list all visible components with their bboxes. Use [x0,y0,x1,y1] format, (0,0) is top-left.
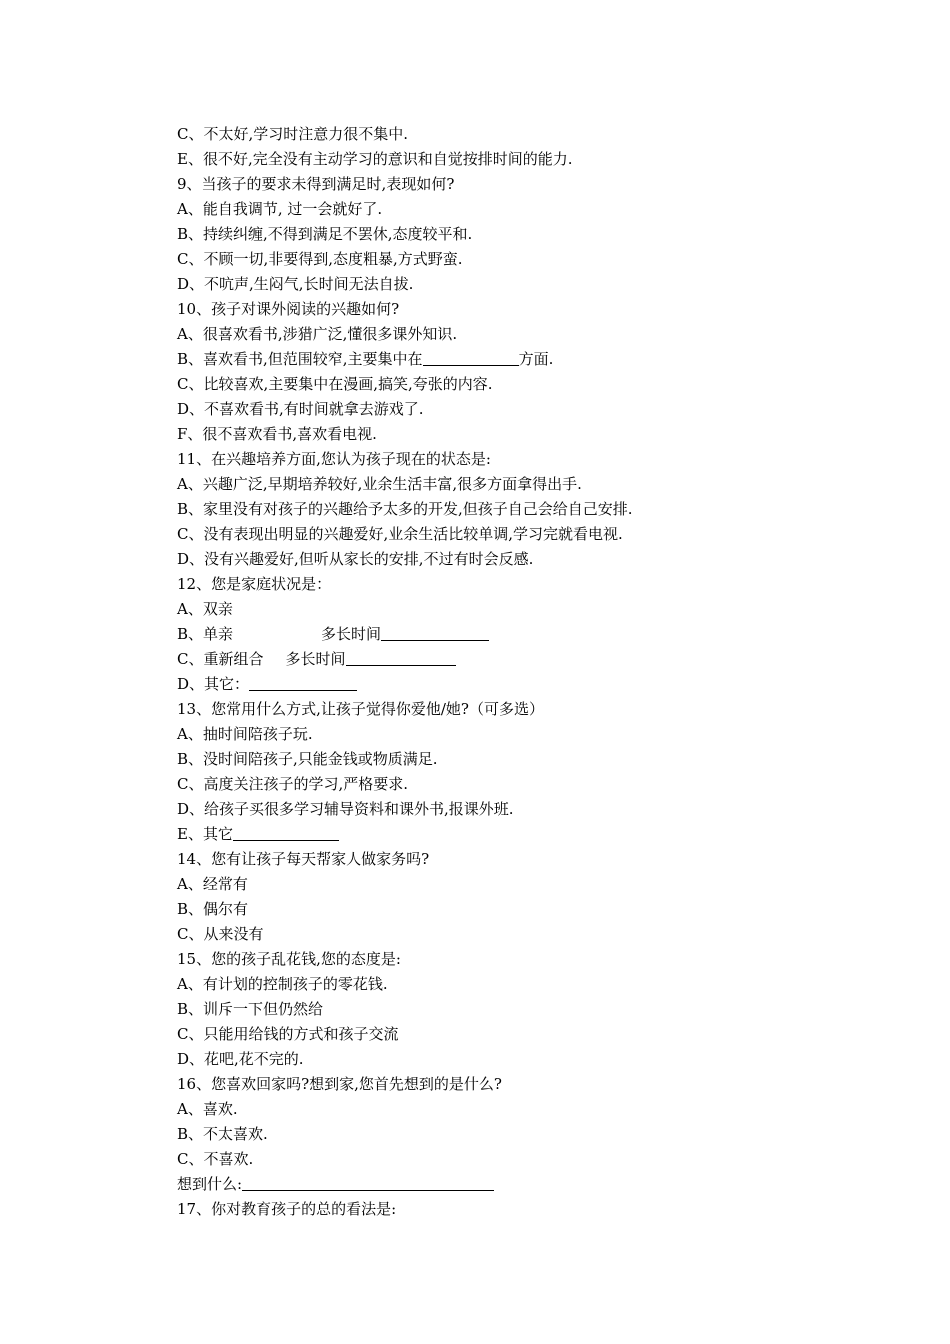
q13-other-blank[interactable] [233,824,339,841]
question-12: 12、您是家庭状况是： [177,575,332,593]
question-13: 13、您常用什么方式,让孩子觉得你爱他/她?（可多选） [177,700,544,718]
q16-thought-label: 想到什么: [177,1175,243,1193]
question-10: 10、孩子对课外阅读的兴趣如何? [177,300,400,318]
q14-option-c: C、从来没有 [177,925,264,943]
q11-option-d: D、没有兴趣爱好,但听从家长的安排,不过有时会反感. [177,550,534,568]
q12-reconstituted-duration-blank[interactable] [346,649,456,666]
q10-option-f: F、很不喜欢看书,喜欢看电视. [177,425,377,443]
q12-single-parent-duration-blank[interactable] [381,624,489,641]
q12-other-blank[interactable] [249,674,357,691]
q12-option-b-text: B、单亲 [177,625,234,643]
q10-option-b-text: B、喜欢看书,但范围较窄,主要集中在 [177,350,423,368]
q13-option-e [177,822,897,847]
q12-option-c [177,647,897,672]
q13-option-b: B、没时间陪孩子,只能金钱或物质满足. [177,750,438,768]
q10-reading-area-blank[interactable] [423,349,519,366]
q13-option-e-text: E、其它 [177,825,233,843]
q9-option-c: C、不顾一切,非要得到,态度粗暴,方式野蛮. [177,250,463,268]
questionnaire-page [177,122,897,1222]
q16-thought [177,1172,897,1197]
q13-option-c: C、高度关注孩子的学习,严格要求. [177,775,409,793]
q16-option-b: B、不太喜欢. [177,1125,268,1143]
q10-option-a: A、很喜欢看书,涉猎广泛,懂很多课外知识. [177,325,458,343]
q14-option-a: A、经常有 [177,875,248,893]
question-17: 17、你对教育孩子的总的看法是: [177,1200,397,1218]
question-15: 15、您的孩子乱花钱,您的态度是: [177,950,401,968]
option-c-study: C、不太好,学习时注意力很不集中. [177,125,409,143]
q12-option-b-duration-label: 多长时间 [321,625,382,643]
q11-option-a: A、兴趣广泛,早期培养较好,业余生活丰富,很多方面拿得出手. [177,475,582,493]
q13-option-a: A、抽时间陪孩子玩. [177,725,313,743]
q12-option-d [177,672,897,697]
question-9: 9、当孩子的要求未得到满足时,表现如何? [177,175,455,193]
q16-option-c: C、不喜欢. [177,1150,254,1168]
q9-option-b: B、持续纠缠,不得到满足不罢休,态度较平和. [177,225,473,243]
q11-option-c: C、没有表现出明显的兴趣爱好,业余生活比较单调,学习完就看电视. [177,525,623,543]
q10-option-b-suffix: 方面. [518,350,554,368]
q16-thought-blank[interactable] [242,1174,494,1191]
q13-option-d: D、给孩子买很多学习辅导资料和课外书,报课外班. [177,800,514,818]
q10-option-b [177,347,897,372]
q15-option-d: D、花吧,花不完的. [177,1050,304,1068]
q12-option-c-text: C、重新组合 [177,650,264,668]
q12-option-b [177,622,897,647]
q12-option-c-duration-label: 多长时间 [285,650,346,668]
q15-option-b: B、训斥一下但仍然给 [177,1000,324,1018]
q16-option-a: A、喜欢. [177,1100,238,1118]
option-e-study: E、很不好,完全没有主动学习的意识和自觉按排时间的能力. [177,150,573,168]
q12-option-d-text: D、其它： [177,675,250,693]
q11-option-b: B、家里没有对孩子的兴趣给予太多的开发,但孩子自己会给自己安排. [177,500,633,518]
q9-option-d: D、不吭声,生闷气,长时间无法自拔. [177,275,414,293]
q15-option-a: A、有计划的控制孩子的零花钱. [177,975,388,993]
q9-option-a: A、能自我调节, 过一会就好了. [177,200,383,218]
q14-option-b: B、偶尔有 [177,900,249,918]
q12-option-a: A、双亲 [177,600,233,618]
question-11: 11、在兴趣培养方面,您认为孩子现在的状态是: [177,450,491,468]
question-14: 14、您有让孩子每天帮家人做家务吗? [177,850,430,868]
q10-option-c: C、比较喜欢,主要集中在漫画,搞笑,夸张的内容. [177,375,493,393]
question-16: 16、您喜欢回家吗?想到家,您首先想到的是什么? [177,1075,502,1093]
q15-option-c: C、只能用给钱的方式和孩子交流 [177,1025,399,1043]
q10-option-d: D、不喜欢看书,有时间就拿去游戏了. [177,400,424,418]
